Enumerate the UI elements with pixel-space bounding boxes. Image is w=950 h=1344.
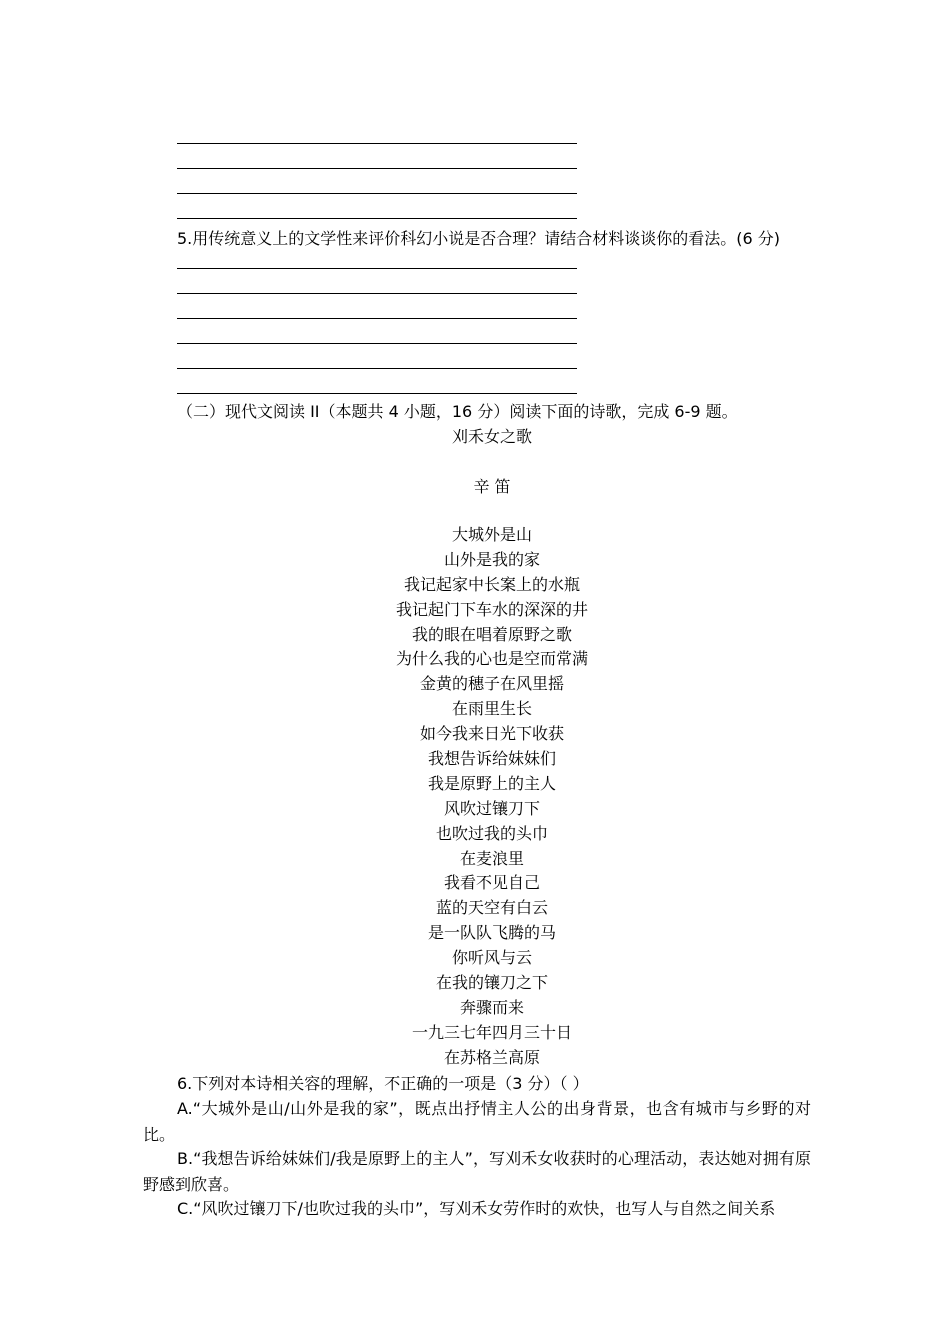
poem-line: 我记起家中长案上的水瓶: [403, 574, 580, 594]
answer-line: [177, 343, 577, 344]
question-6-stem: 6.下列对本诗相关容的理解，不正确的一项是（3 分）（ ）: [177, 1074, 589, 1093]
question-6-option-a: A.“大城外是山/山外是我的家”，既点出抒情主人公的出身背景，也含有城市与乡野的对比。: [143, 1099, 811, 1144]
poem-line: 为什么我的心也是空而常满: [395, 649, 588, 669]
question-6-option-c: C.“风吹过镶刀下/也吹过我的头巾”，写刈禾女劳作时的欢快，也写人与自然之间关系: [177, 1199, 776, 1218]
poem-line: 山外是我的家: [443, 549, 540, 569]
question-6-option-b: B.“我想告诉给妹妹们/我是原野上的主人”，写刈禾女收获时的心理活动，表达她对拥有原野感到欣喜。: [143, 1149, 811, 1194]
poem-line: 金黄的穗子在风里摇: [419, 674, 564, 694]
poem-line: 也吹过我的头巾: [435, 823, 548, 843]
poem-title: 刈禾女之歌: [451, 427, 532, 446]
poem-line: 在我的镶刀之下: [435, 973, 548, 993]
poem-line: 我的眼在唱着原野之歌: [411, 624, 572, 644]
poem-line: 我看不见自己: [443, 873, 540, 893]
poem-line: 是一队队飞腾的马: [427, 923, 556, 943]
poem-line: 在麦浪里: [459, 848, 524, 868]
answer-line: [177, 168, 577, 169]
poem-line: 如今我来日光下收获: [419, 724, 564, 744]
poem-line: 你听风与云: [451, 948, 532, 968]
poem-line: 我记起门下车水的深深的井: [395, 599, 588, 619]
question-5-prompt: 5.用传统意义上的文学性来评价科幻小说是否合理？请结合材料谈谈你的看法。(6 分): [177, 229, 781, 248]
answer-line: [177, 393, 577, 394]
answer-line: [177, 268, 577, 269]
poem-body: [0, 523, 950, 1071]
poem-place: 在苏格兰高原: [443, 1047, 540, 1067]
answer-line: [177, 218, 577, 219]
section-2-heading: （二）现代文阅读 II（本题共 4 小题，16 分）阅读下面的诗歌，完成 6-9 题。: [177, 402, 738, 421]
poem-line: 我想告诉给妹妹们: [427, 749, 556, 769]
answer-line: [177, 293, 577, 294]
poem-line: 我是原野上的主人: [427, 773, 556, 793]
poem-line: 蓝的天空有白云: [435, 898, 548, 918]
answer-line: [177, 143, 577, 144]
answer-line: [177, 368, 577, 369]
poem-line: 在雨里生长: [451, 699, 532, 719]
answer-line: [177, 318, 577, 319]
poem-line: 风吹过镶刀下: [443, 798, 540, 818]
poem-line: 奔骤而来: [459, 997, 524, 1017]
poem-line: 大城外是山: [451, 525, 532, 544]
poem-date: 一九三七年四月三十日: [411, 1022, 572, 1042]
answer-line: [177, 193, 577, 194]
poem-author: 辛 笛: [473, 477, 511, 496]
